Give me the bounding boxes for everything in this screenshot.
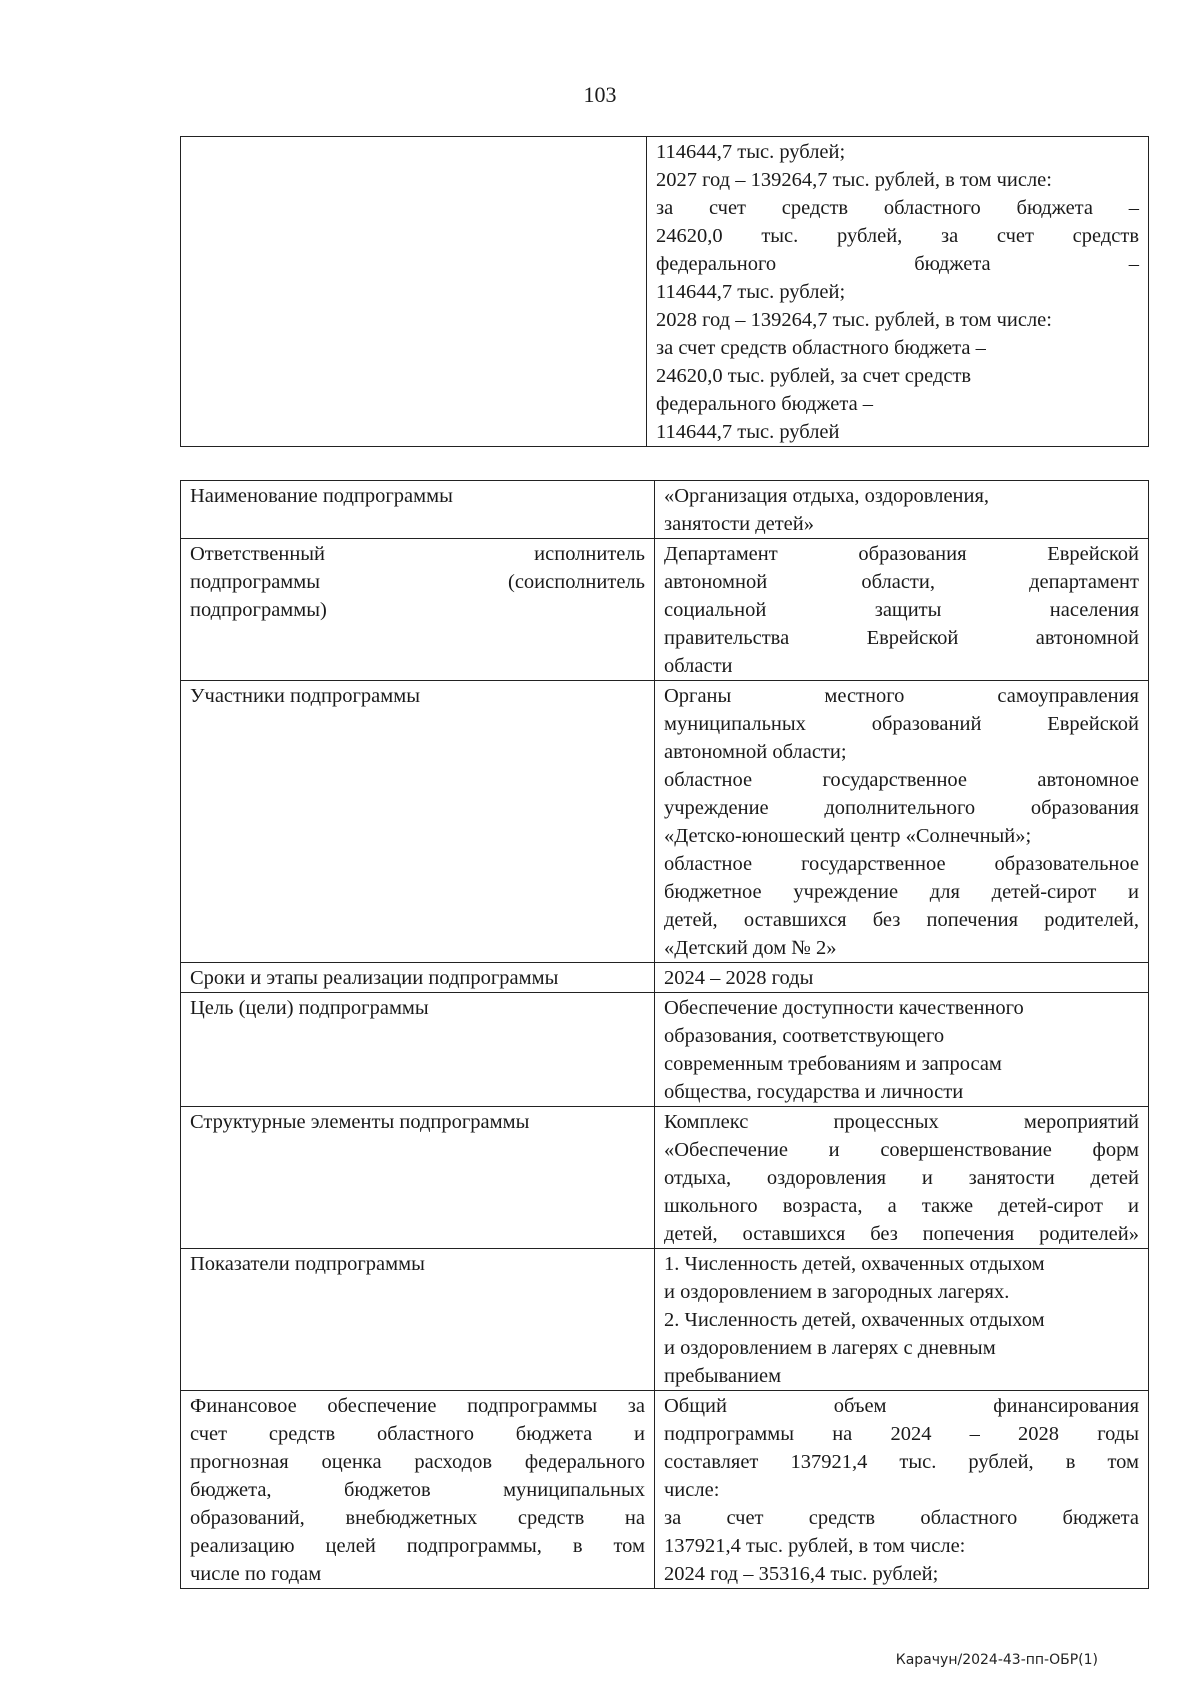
- text-line: 114644,7 тыс. рублей;: [656, 281, 846, 303]
- financing-details-cell: [647, 137, 1149, 447]
- text-line: счет средств областного бюджета и: [190, 1423, 645, 1445]
- table-row: [181, 681, 1149, 963]
- text-line: 2028 год – 139264,7 тыс. рублей, в том числе:: [656, 309, 1052, 331]
- text-line: «Организация отдыха, оздоровления,: [664, 485, 990, 507]
- text-line: числе:: [664, 1479, 720, 1501]
- text-line: и оздоровлением в лагерях с дневным: [664, 1337, 996, 1359]
- table-row: [181, 993, 1149, 1107]
- subprogram-passport-table: [180, 480, 1149, 1589]
- text-line: областное государственное образовательное: [664, 853, 1139, 875]
- row-label-cell: [181, 1107, 655, 1249]
- text-line: социальной защиты населения: [664, 599, 1139, 621]
- text-line: Сроки и этапы реализации подпрограммы: [190, 967, 559, 989]
- page-number: 103: [583, 82, 617, 107]
- text-line: правительства Еврейской автономной: [664, 627, 1139, 649]
- financing-continuation-table: [180, 136, 1149, 447]
- text-line: 137921,4 тыс. рублей, в том числе:: [664, 1535, 966, 1557]
- text-line: подпрограммы): [190, 599, 327, 621]
- empty-cell: [181, 137, 647, 447]
- row-value-cell: [655, 681, 1149, 963]
- text-line: «Детско-юношеский центр «Солнечный»;: [664, 825, 1032, 847]
- row-label-cell: [181, 681, 655, 963]
- text-line: детей, оставшихся без попечения родителей,: [664, 909, 1139, 931]
- row-value-cell: [655, 1107, 1149, 1249]
- text-line: подпрограммы на 2024 – 2028 годы: [664, 1423, 1139, 1445]
- table-row: [181, 1107, 1149, 1249]
- table-row: [181, 1391, 1149, 1589]
- text-line: 24620,0 тыс. рублей, за счет средств: [656, 225, 1139, 247]
- text-line: 1. Численность детей, охваченных отдыхом: [664, 1253, 1045, 1275]
- text-line: реализацию целей подпрограммы, в том: [190, 1535, 645, 1557]
- text-line: 114644,7 тыс. рублей: [656, 421, 840, 443]
- text-line: Органы местного самоуправления: [664, 685, 1139, 707]
- text-line: занятости детей»: [664, 513, 815, 535]
- text-line: Участники подпрограммы: [190, 685, 420, 707]
- table-row: [181, 539, 1149, 681]
- row-label-cell: [181, 539, 655, 681]
- text-line: учреждение дополнительного образования: [664, 797, 1139, 819]
- text-line: Комплекс процессных мероприятий: [664, 1111, 1139, 1133]
- row-label-cell: [181, 993, 655, 1107]
- table-row: [181, 963, 1149, 993]
- row-value-cell: [655, 539, 1149, 681]
- row-value-cell: [655, 1249, 1149, 1391]
- text-line: за счет средств областного бюджета –: [656, 337, 986, 359]
- table-row: [181, 1249, 1149, 1391]
- text-line: Департамент образования Еврейской: [664, 543, 1139, 565]
- table-row: [181, 481, 1149, 539]
- text-line: бюджета, бюджетов муниципальных: [190, 1479, 645, 1501]
- text-line: за счет средств областного бюджета: [664, 1507, 1139, 1529]
- text-line: «Обеспечение и совершенствование форм: [664, 1139, 1139, 1161]
- text-line: Структурные элементы подпрограммы: [190, 1111, 530, 1133]
- text-line: Общий объем финансирования: [664, 1395, 1139, 1417]
- text-line: Наименование подпрограммы: [190, 485, 453, 507]
- text-line: образований, внебюджетных средств на: [190, 1507, 645, 1529]
- text-line: федерального бюджета –: [656, 393, 874, 415]
- row-label-cell: [181, 481, 655, 539]
- text-line: подпрограммы (соисполнитель: [190, 571, 645, 593]
- text-line: области: [664, 655, 733, 677]
- document-code-footer: Карачун/2024-43-пп-ОБР(1): [895, 1652, 1098, 1668]
- text-line: 2024 – 2028 годы: [664, 967, 814, 989]
- text-line: за счет средств областного бюджета –: [656, 197, 1139, 219]
- text-line: прогнозная оценка расходов федерального: [190, 1451, 645, 1473]
- row-label-cell: [181, 963, 655, 993]
- table-row: [181, 137, 1149, 447]
- row-label-cell: [181, 1249, 655, 1391]
- text-line: Цель (цели) подпрограммы: [190, 997, 429, 1019]
- text-line: Показатели подпрограммы: [190, 1253, 425, 1275]
- text-line: 2024 год – 35316,4 тыс. рублей;: [664, 1563, 939, 1585]
- row-value-cell: [655, 963, 1149, 993]
- text-line: «Детский дом № 2»: [664, 937, 837, 959]
- text-line: составляет 137921,4 тыс. рублей, в том: [664, 1451, 1139, 1473]
- text-line: автономной области;: [664, 741, 847, 763]
- text-line: 114644,7 тыс. рублей;: [656, 141, 846, 163]
- text-line: Финансовое обеспечение подпрограммы за: [190, 1395, 645, 1417]
- row-value-cell: [655, 993, 1149, 1107]
- text-line: числе по годам: [190, 1563, 322, 1585]
- text-line: 2. Численность детей, охваченных отдыхом: [664, 1309, 1045, 1331]
- text-line: пребыванием: [664, 1365, 782, 1387]
- text-line: отдыха, оздоровления и занятости детей: [664, 1167, 1139, 1189]
- row-value-cell: [655, 481, 1149, 539]
- text-line: бюджетное учреждение для детей-сирот и: [664, 881, 1139, 903]
- text-line: и оздоровлением в загородных лагерях.: [664, 1281, 1010, 1303]
- text-line: Ответственный исполнитель: [190, 543, 645, 565]
- text-line: 24620,0 тыс. рублей, за счет средств: [656, 365, 972, 387]
- text-line: образования, соответствующего: [664, 1025, 945, 1047]
- text-line: федерального бюджета –: [656, 253, 1139, 275]
- row-value-cell: [655, 1391, 1149, 1589]
- text-line: современным требованиям и запросам: [664, 1053, 1002, 1075]
- text-line: областное государственное автономное: [664, 769, 1139, 791]
- text-line: автономной области, департамент: [664, 571, 1139, 593]
- text-line: муниципальных образований Еврейской: [664, 713, 1139, 735]
- row-label-cell: [181, 1391, 655, 1589]
- text-line: школьного возраста, а также детей-сирот и: [664, 1195, 1139, 1217]
- text-line: Обеспечение доступности качественного: [664, 997, 1024, 1019]
- text-line: 2027 год – 139264,7 тыс. рублей, в том числе:: [656, 169, 1052, 191]
- text-line: детей, оставшихся без попечения родителей»: [664, 1223, 1139, 1245]
- text-line: общества, государства и личности: [664, 1081, 964, 1103]
